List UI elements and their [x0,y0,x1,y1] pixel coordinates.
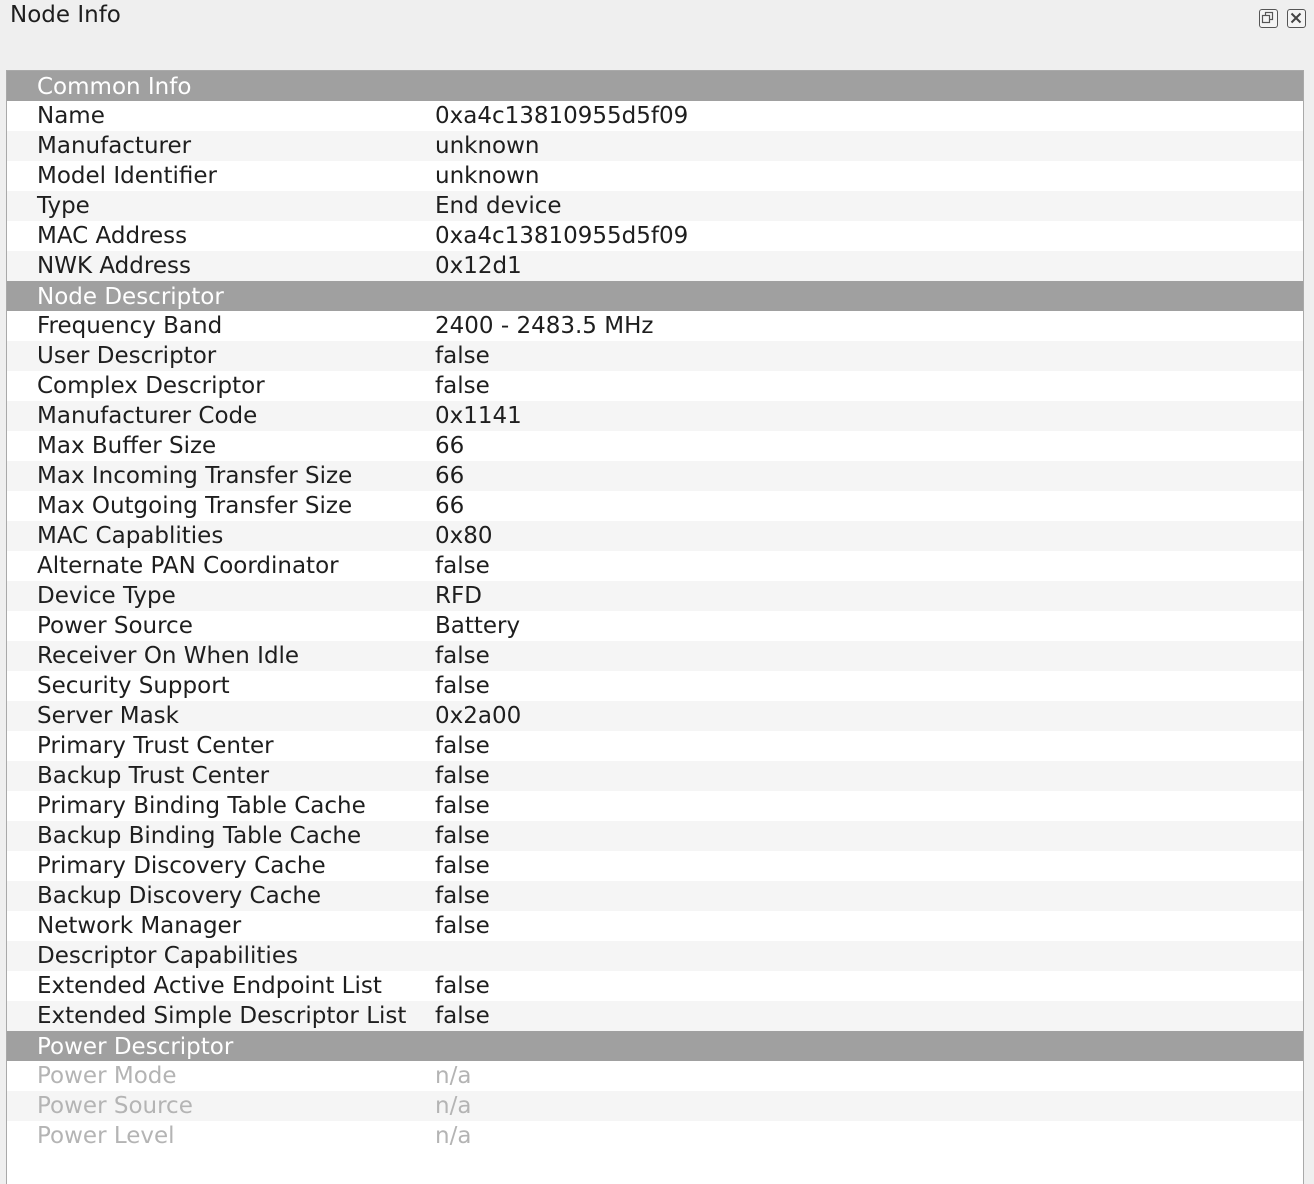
property-name: Alternate PAN Coordinator [37,553,339,579]
property-value: false [435,763,490,789]
property-name: MAC Address [37,223,188,249]
property-name: Security Support [37,673,230,699]
table-row[interactable] [7,1121,1303,1151]
section-title: Power Descriptor [37,1034,234,1060]
property-value: 66 [435,433,465,459]
table-row[interactable] [7,191,1303,221]
property-name: Power Mode [37,1063,177,1089]
property-name: Backup Binding Table Cache [37,823,362,849]
table-row[interactable] [7,821,1303,851]
panel-title: Node Info [10,2,121,28]
property-name: Receiver On When Idle [37,643,300,669]
table-row[interactable] [7,521,1303,551]
property-name: Network Manager [37,913,242,939]
node-info-tree[interactable] [6,70,1304,1184]
table-row[interactable] [7,971,1303,1001]
property-value: false [435,1003,490,1029]
property-value: false [435,913,490,939]
property-name: Max Outgoing Transfer Size [37,493,353,519]
section-header[interactable] [7,71,1303,101]
property-name: Primary Binding Table Cache [37,793,366,819]
table-row[interactable] [7,761,1303,791]
property-value: false [435,973,490,999]
property-value: false [435,853,490,879]
property-value: n/a [435,1063,472,1089]
table-row[interactable] [7,881,1303,911]
property-value: 0xa4c13810955d5f09 [435,223,689,249]
table-row[interactable] [7,461,1303,491]
property-name: Power Source [37,1093,193,1119]
section-title: Node Descriptor [37,284,224,310]
property-value: Battery [435,613,521,639]
property-value: 66 [435,493,465,519]
property-name: Primary Trust Center [37,733,274,759]
table-row[interactable] [7,341,1303,371]
property-value: false [435,553,490,579]
property-value: 0xa4c13810955d5f09 [435,103,689,129]
property-name: Server Mask [37,703,179,729]
property-name: Descriptor Capabilities [37,943,298,969]
table-row[interactable] [7,251,1303,281]
property-name: Name [37,103,105,129]
property-value: RFD [435,583,482,609]
property-name: User Descriptor [37,343,217,369]
table-row[interactable] [7,731,1303,761]
property-value: false [435,883,490,909]
table-row[interactable] [7,1061,1303,1091]
table-row[interactable] [7,641,1303,671]
table-row[interactable] [7,491,1303,521]
property-name: Type [37,193,90,219]
property-name: Max Incoming Transfer Size [37,463,353,489]
property-value: unknown [435,133,540,159]
property-value: 0x80 [435,523,493,549]
table-row[interactable] [7,671,1303,701]
property-value: false [435,793,490,819]
property-name: Model Identifier [37,163,217,189]
property-name: Device Type [37,583,176,609]
property-name: Frequency Band [37,313,223,339]
property-value: 0x12d1 [435,253,522,279]
table-row[interactable] [7,551,1303,581]
close-icon[interactable] [1287,9,1306,28]
table-row[interactable] [7,371,1303,401]
property-value: 0x2a00 [435,703,522,729]
property-name: Manufacturer [37,133,192,159]
property-name: Backup Trust Center [37,763,270,789]
table-row[interactable] [7,1001,1303,1031]
table-row[interactable] [7,941,1303,971]
property-name: Power Source [37,613,193,639]
table-row[interactable] [7,131,1303,161]
property-name: MAC Capablities [37,523,224,549]
table-row[interactable] [7,581,1303,611]
property-value: false [435,343,490,369]
table-row[interactable] [7,161,1303,191]
table-row[interactable] [7,701,1303,731]
property-name: Power Level [37,1123,175,1149]
property-value: n/a [435,1093,472,1119]
table-row[interactable] [7,911,1303,941]
property-value: n/a [435,1123,472,1149]
property-name: Manufacturer Code [37,403,258,429]
property-name: NWK Address [37,253,191,279]
panel-title-bar [0,0,1314,36]
property-name: Primary Discovery Cache [37,853,326,879]
section-header[interactable] [7,281,1303,311]
property-name: Backup Discovery Cache [37,883,322,909]
float-window-icon[interactable] [1259,9,1278,28]
table-row[interactable] [7,311,1303,341]
property-value: 66 [435,463,465,489]
property-value: false [435,733,490,759]
table-row[interactable] [7,611,1303,641]
property-value: End device [435,193,562,219]
table-row[interactable] [7,431,1303,461]
property-name: Complex Descriptor [37,373,265,399]
section-title: Common Info [37,74,192,100]
property-name: Max Buffer Size [37,433,217,459]
property-value: false [435,643,490,669]
table-row[interactable] [7,101,1303,131]
table-row[interactable] [7,851,1303,881]
table-row[interactable] [7,221,1303,251]
property-value: false [435,673,490,699]
property-name: Extended Simple Descriptor List [37,1003,407,1029]
section-header[interactable] [7,1031,1303,1061]
property-value: false [435,823,490,849]
table-row[interactable] [7,1091,1303,1121]
table-row[interactable] [7,401,1303,431]
property-value: unknown [435,163,540,189]
property-name: Extended Active Endpoint List [37,973,382,999]
property-value: 2400 - 2483.5 MHz [435,313,654,339]
table-row[interactable] [7,791,1303,821]
property-value: 0x1141 [435,403,522,429]
property-value: false [435,373,490,399]
